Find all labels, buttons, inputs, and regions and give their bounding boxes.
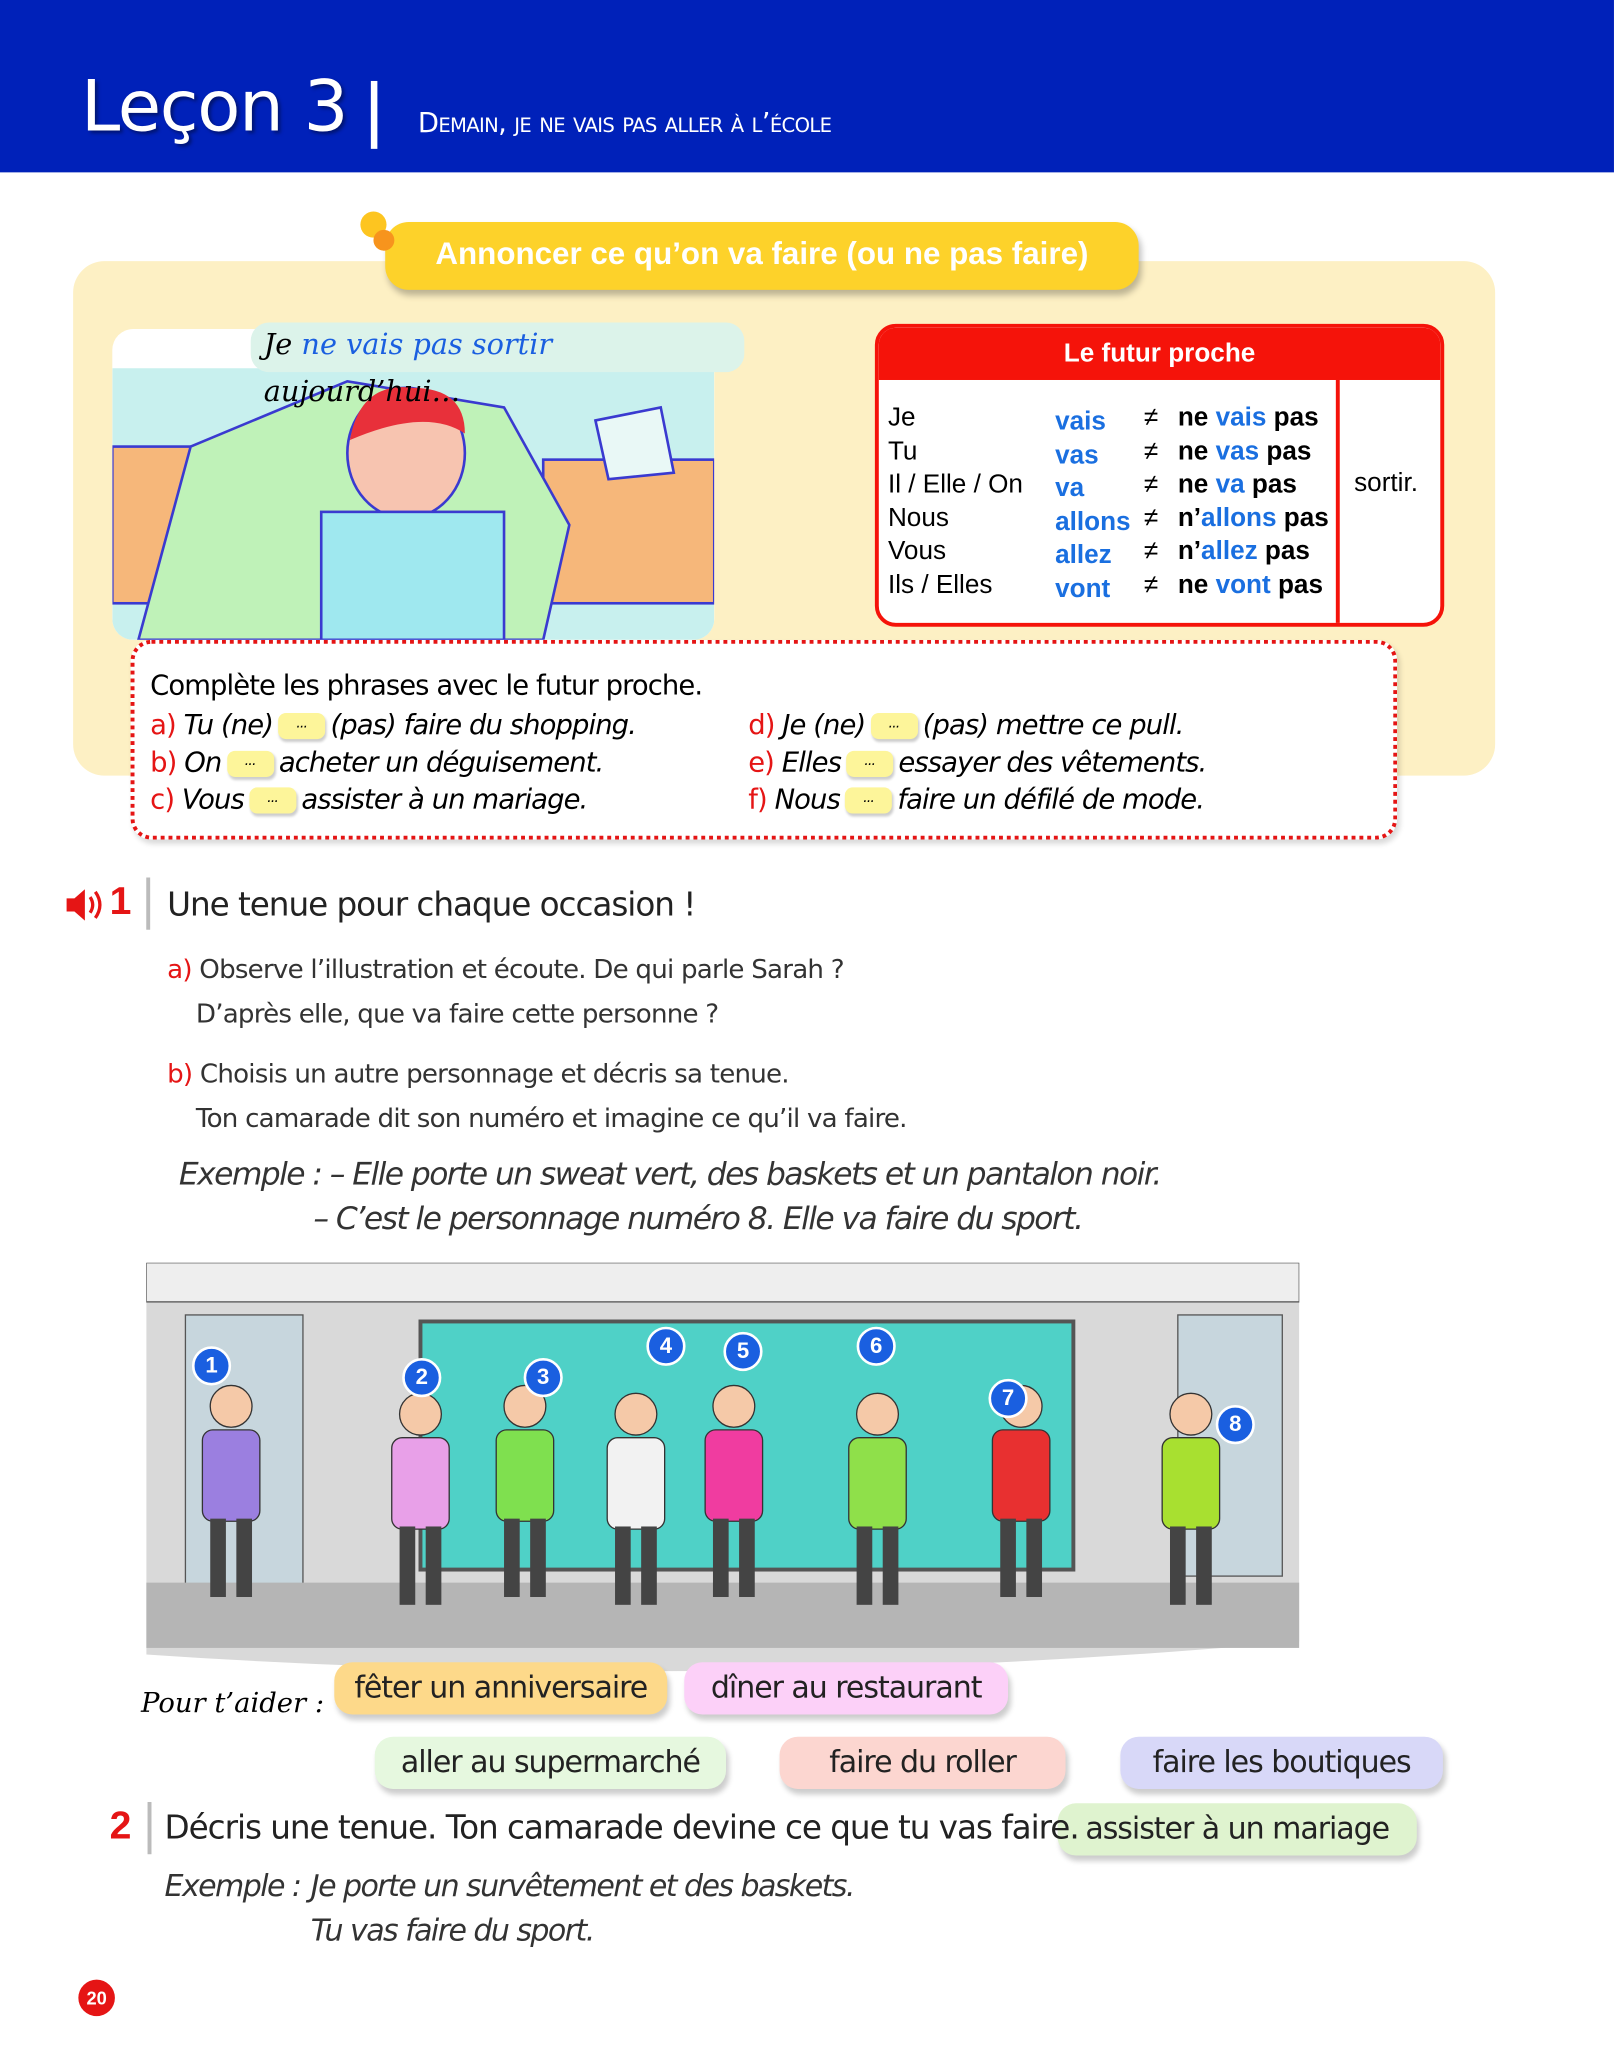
character-number-badge: 5 [723, 1332, 762, 1371]
answer-blank[interactable]: ... [278, 713, 325, 739]
neg-ne: ne [1177, 470, 1216, 500]
pronoun: Ils / Elles [887, 570, 993, 600]
character-number-badge: 2 [402, 1358, 441, 1397]
neg-verb: vais [1215, 403, 1267, 433]
instruction-text: Observe l’illustration et écoute. De qui parle Sarah ? [199, 953, 844, 985]
pronoun: Il / Elle / On [887, 470, 1023, 500]
neg-pas: pas [1259, 436, 1312, 466]
conjugation-row [888, 504, 1339, 537]
item-rest: acheter un déguisement. [278, 746, 604, 778]
neg-ne: ne [1177, 570, 1216, 600]
neg-verb: va [1215, 470, 1245, 500]
item-subject: Tu (ne) [183, 709, 274, 741]
neg-pas: pas [1266, 403, 1319, 433]
verb: vais [1055, 407, 1106, 437]
neg-verb: vas [1215, 436, 1260, 466]
item-letter: b) [150, 746, 177, 778]
not-equal-sign: ≠ [1143, 503, 1159, 533]
character-number-badge: 7 [988, 1379, 1027, 1418]
chip-diner-restaurant: dîner au restaurant [684, 1662, 1008, 1714]
not-equal-sign: ≠ [1143, 537, 1159, 566]
conjugation-row [888, 470, 1339, 503]
activity-title: Une tenue pour chaque occasion ! [167, 885, 696, 924]
section-title: Annoncer ce qu’on va faire (ou ne pas faire) [385, 222, 1138, 290]
audio-speaker-icon[interactable] [63, 884, 105, 926]
neg-verb: allons [1201, 503, 1277, 533]
example-text: – C’est le personnage numéro 8. Elle va faire du sport. [313, 1200, 1083, 1237]
chip-aller-supermarche: aller au supermarché [375, 1737, 726, 1789]
negation [1178, 437, 1312, 467]
speech-bubble [251, 323, 745, 409]
negation [1178, 504, 1329, 534]
item-subject: Nous [774, 783, 840, 815]
pushpin-icon [355, 209, 399, 253]
item-subject: Elles [781, 746, 841, 778]
example-text: Exemple : – Elle porte un sweat vert, des baskets et un pantalon noir. [178, 1155, 1161, 1193]
item-letter: d) [748, 709, 775, 741]
not-equal-sign: ≠ [1143, 470, 1159, 500]
instruction-text: D’après elle, que va faire cette personne ? [195, 997, 719, 1029]
activity-number: 2 [109, 1804, 132, 1848]
street-scene-illustration [146, 1263, 1299, 1676]
activity-divider [148, 1802, 152, 1854]
item-rest: essayer des vêtements. [898, 746, 1207, 778]
conjugation-row [888, 403, 1339, 436]
conjugation-row [888, 571, 1339, 604]
answer-blank[interactable]: ... [249, 787, 296, 813]
item-subject: Je (ne) [782, 709, 866, 741]
character-number-badge: 3 [524, 1358, 563, 1397]
chip-feter-anniversaire: fêter un anniversaire [334, 1662, 667, 1714]
verb: vas [1055, 440, 1099, 470]
exercise-instruction: Complète les phrases avec le futur proche. [150, 669, 703, 702]
lesson-title: Leçon 3 [80, 65, 348, 148]
instruction-text: Choisis un autre personnage et décris sa tenue. [199, 1057, 789, 1090]
bubble-text: Je [263, 329, 302, 362]
example-text: Tu vas faire du sport. [310, 1914, 594, 1949]
item-letter: f) [748, 783, 767, 815]
verb: va [1055, 474, 1085, 503]
negation [1178, 470, 1297, 500]
character-number-badge: 4 [646, 1327, 685, 1366]
lesson-subtitle: Demain, je ne vais pas aller à l’école [417, 107, 832, 139]
infinitive: sortir. [1354, 468, 1418, 498]
answer-blank[interactable]: ... [870, 713, 917, 739]
grammar-table [875, 324, 1444, 627]
neg-ne: ne [1177, 436, 1216, 466]
pronoun: Je [887, 403, 916, 433]
neg-ne: n’ [1177, 537, 1202, 566]
neg-ne: n’ [1177, 503, 1202, 533]
item-subject: Vous [181, 783, 244, 815]
pronoun: Nous [887, 503, 949, 533]
chip-faire-boutiques: faire les boutiques [1120, 1737, 1443, 1789]
character-number-badge: 8 [1216, 1405, 1255, 1444]
not-equal-sign: ≠ [1143, 570, 1159, 600]
item-rest: assister à un mariage. [301, 783, 588, 815]
exercise-box [131, 640, 1398, 840]
help-label: Pour t’aider : [141, 1687, 325, 1719]
exercise-item [150, 746, 603, 777]
chip-assister-mariage: assister à un mariage [1058, 1803, 1417, 1855]
pronoun: Vous [887, 537, 947, 566]
answer-blank[interactable]: ... [227, 750, 274, 776]
item-letter: b) [167, 1057, 193, 1090]
neg-verb: vont [1215, 570, 1271, 600]
item-letter: a) [167, 953, 192, 985]
example-text: Je porte un survêtement et des baskets. [310, 1869, 854, 1904]
verb: allez [1055, 541, 1112, 570]
exercise-item [748, 746, 1206, 777]
bubble-text-end: aujourd’hui… [263, 376, 461, 409]
neg-verb: allez [1201, 537, 1258, 566]
exercise-item [748, 709, 1183, 740]
page-number: 20 [78, 1980, 115, 2017]
neg-ne: ne [1177, 403, 1216, 433]
item-subject: On [184, 746, 222, 778]
answer-blank[interactable]: ... [845, 787, 892, 813]
not-equal-sign: ≠ [1143, 403, 1159, 433]
activity-title: Décris une tenue. Ton camarade devine ce que tu vas faire. [164, 1808, 1079, 1847]
exercise-item [150, 783, 587, 814]
neg-pas: pas [1257, 537, 1310, 566]
verb: allons [1055, 507, 1131, 537]
activity-number: 1 [109, 880, 132, 924]
chip-faire-roller: faire du roller [780, 1737, 1066, 1789]
exercise-item [748, 783, 1204, 814]
item-rest: (pas) mettre ce pull. [922, 709, 1184, 741]
header-divider [371, 81, 378, 149]
item-letter: e) [748, 746, 774, 778]
table-title: Le futur proche [879, 328, 1440, 380]
item-letter: c) [150, 783, 175, 815]
negation [1178, 403, 1319, 433]
exercise-item [150, 709, 636, 740]
item-letter: a) [150, 709, 176, 741]
pronoun: Tu [887, 436, 918, 466]
not-equal-sign: ≠ [1143, 436, 1159, 466]
item-rest: faire un défilé de mode. [897, 783, 1205, 815]
activity-divider [146, 877, 150, 929]
item-rest: (pas) faire du shopping. [330, 709, 636, 741]
character-number-badge: 1 [192, 1346, 231, 1385]
instruction-text: Ton camarade dit son numéro et imagine ce qu’il va faire. [195, 1102, 907, 1134]
example-label: Exemple : [164, 1869, 301, 1904]
negation [1178, 537, 1310, 567]
negation [1178, 571, 1323, 601]
neg-pas: pas [1244, 470, 1297, 500]
verb: vont [1055, 574, 1111, 604]
neg-pas: pas [1270, 570, 1323, 600]
neg-pas: pas [1276, 503, 1329, 533]
bubble-highlight: ne vais pas sortir [301, 329, 553, 362]
character-number-badge: 6 [857, 1327, 896, 1366]
conjugation-row [888, 437, 1339, 470]
answer-blank[interactable]: ... [846, 750, 893, 776]
conjugation-row [888, 537, 1339, 570]
